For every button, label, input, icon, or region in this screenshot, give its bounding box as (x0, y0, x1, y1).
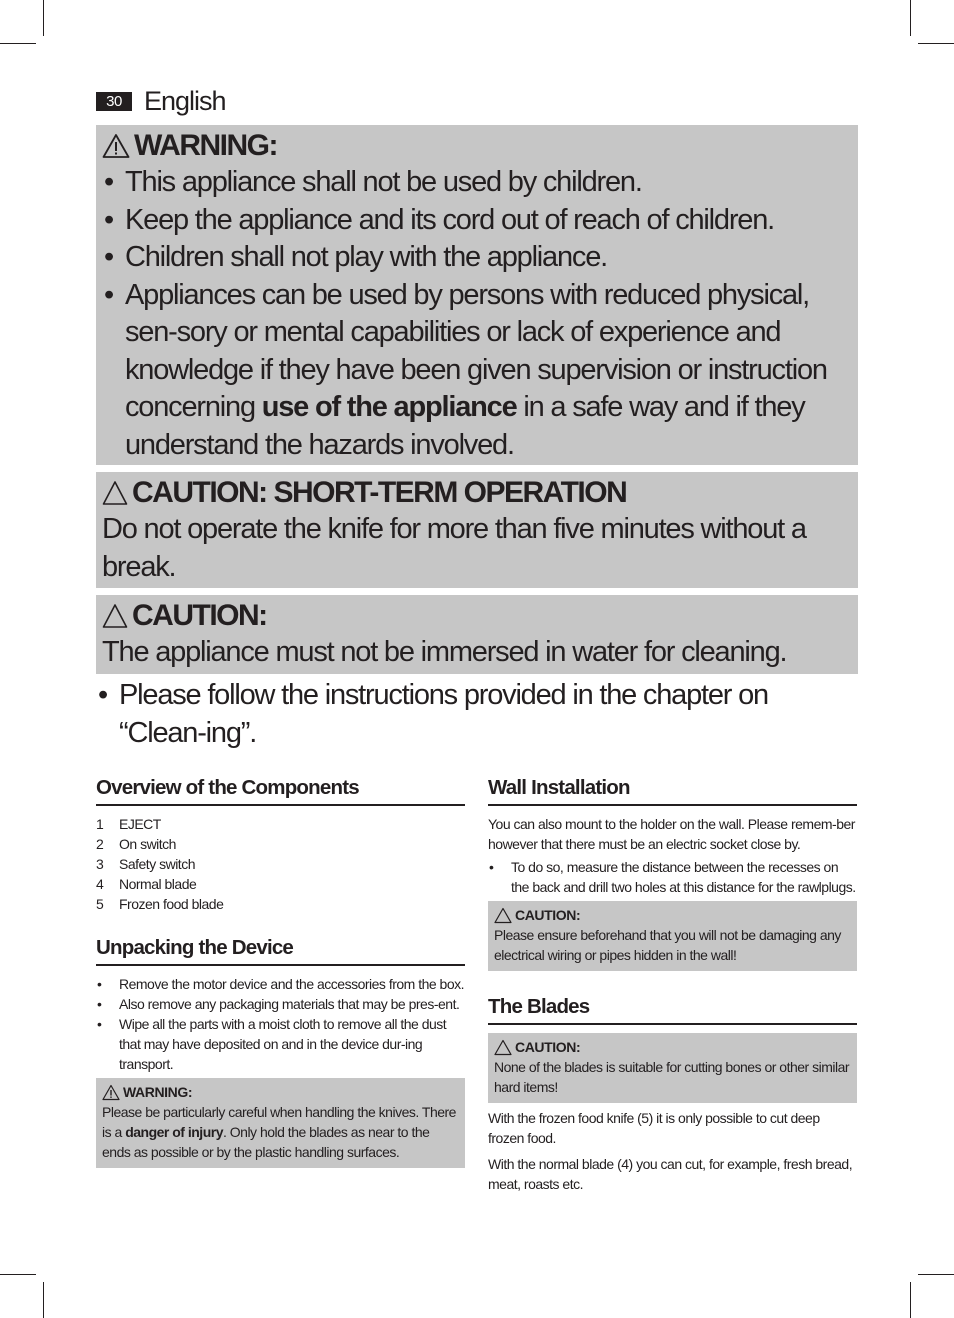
component-item (96, 814, 465, 834)
component-label: EJECT (119, 816, 161, 832)
small-caution-title (494, 1037, 851, 1057)
crop-mark (0, 1274, 36, 1275)
component-number: 3 (96, 856, 104, 872)
small-caution-text: None of the blades is suitable for cutting bones or other similar hard items! (494, 1059, 850, 1095)
caution-text: Do not operate the knife for more than five minutes without a break. (102, 513, 806, 583)
unpacking-item: • Also remove any packaging materials that may be pres-ent. (96, 994, 465, 1014)
component-label: Frozen food blade (119, 896, 224, 912)
wall-item: • To do so, measure the distance between the recesses on the back and drill two holes at this distance for the rawlplugs. (488, 857, 857, 897)
blades-paragraph: With the frozen food knife (5) it is only possible to cut deep frozen food. (488, 1110, 820, 1146)
wall-heading: Wall Installation (488, 776, 857, 806)
blades-paragraph: With the normal blade (4) you can cut, for example, fresh bread, meat, roasts etc. (488, 1156, 853, 1192)
component-item (96, 854, 465, 874)
crop-mark (43, 1282, 44, 1318)
caution-triangle-icon (102, 480, 128, 506)
crop-mark (910, 0, 911, 36)
wall-list (488, 857, 857, 897)
component-label: On switch (119, 836, 176, 852)
unpacking-list (96, 974, 465, 1074)
component-number: 1 (96, 816, 104, 832)
wall-caution-box (488, 901, 857, 971)
small-caution-text: Please ensure beforehand that you will not be damaging any electrical wiring or pipes hidden in the wall! (494, 927, 841, 963)
component-number: 5 (96, 896, 104, 912)
overview-heading: Overview of the Components (96, 776, 465, 806)
crop-mark (910, 1282, 911, 1318)
cleaning-item: • Please follow the instructions provided in the chapter on “Clean-ing”. (96, 677, 856, 752)
warning-text: Please be particularly careful when handling the knives. There is a (102, 1104, 456, 1140)
page-header (96, 86, 226, 116)
small-warning-title (102, 1082, 459, 1102)
component-item (96, 834, 465, 854)
crop-mark (918, 1274, 954, 1275)
caution-title (102, 598, 848, 634)
crop-mark (43, 0, 44, 36)
blades-caution-box (488, 1033, 857, 1103)
caution-triangle-icon (102, 603, 128, 629)
danger-of-injury-text: danger of injury (125, 1124, 223, 1140)
components-list (96, 814, 465, 914)
component-number: 2 (96, 836, 104, 852)
caution-triangle-icon (494, 1039, 512, 1056)
small-warning-text (102, 1102, 459, 1162)
small-warning-title-text: WARNING: (123, 1084, 193, 1100)
small-caution-title-text: CAUTION: (515, 1039, 581, 1055)
right-column (488, 776, 857, 1194)
warning-title-text: WARNING: (134, 129, 277, 162)
small-caution-title (494, 905, 851, 925)
caution-short-term-box (96, 472, 858, 588)
warning-item: • Children shall not play with the appliance. (102, 239, 848, 277)
warning-item (102, 277, 848, 465)
warning-triangle-icon (102, 1084, 120, 1101)
blades-heading: The Blades (488, 995, 857, 1025)
unpacking-warning-box (96, 1078, 465, 1168)
language-label: English (144, 86, 226, 116)
component-number: 4 (96, 876, 104, 892)
caution-title-text: CAUTION: (132, 599, 267, 632)
caution-title-text: CAUTION: SHORT-TERM OPERATION (132, 476, 627, 509)
caution-water-box (96, 595, 858, 674)
warning-list (102, 164, 848, 464)
page-number: 30 (96, 92, 132, 111)
unpacking-item: • Wipe all the parts with a moist cloth to remove all the dust that may have deposited on and in the device dur-ing transport. (96, 1014, 465, 1074)
warning-text: . Only hold the blades as near to the ends as possible or by the plastic handling surfaces. (102, 1124, 430, 1160)
warning-item-text: in a safe way and if they understand the hazards involved. (125, 391, 805, 461)
warning-item-text: Appliances can be used by persons with reduced physical, sen-sory or mental capabilities or lack of experience and knowledge if they have been given supervision or instruction concerning (125, 278, 827, 423)
warning-item: • This appliance shall not be used by children. (102, 164, 848, 202)
component-label: Safety switch (119, 856, 195, 872)
warning-box (96, 125, 858, 465)
left-column (96, 776, 465, 1168)
warning-item: • Keep the appliance and its cord out of reach of children. (102, 202, 848, 240)
warning-item-bold: use of the appliance (261, 391, 517, 423)
cleaning-list (96, 677, 856, 752)
caution-title (102, 475, 848, 511)
caution-text: The appliance must not be immersed in water for cleaning. (102, 636, 787, 668)
crop-mark (0, 43, 36, 44)
cleaning-note (96, 677, 856, 752)
wall-intro: You can also mount to the holder on the wall. Please remem-ber however that there must be an electric socket close by. (488, 816, 855, 852)
unpacking-item: • Remove the motor device and the accessories from the box. (96, 974, 465, 994)
component-item (96, 874, 465, 894)
warning-triangle-icon (102, 133, 130, 159)
unpacking-heading: Unpacking the Device (96, 936, 465, 966)
crop-mark (918, 43, 954, 44)
small-caution-title-text: CAUTION: (515, 907, 581, 923)
component-item (96, 894, 465, 914)
component-label: Normal blade (119, 876, 197, 892)
caution-triangle-icon (494, 907, 512, 924)
warning-title (102, 128, 848, 164)
